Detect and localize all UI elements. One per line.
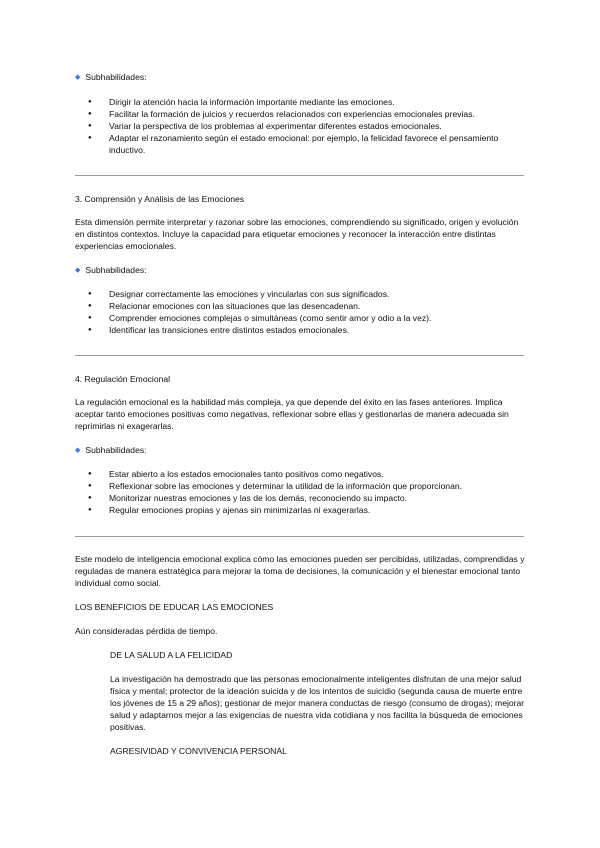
- section-title: 4. Regulación Emocional: [75, 374, 171, 384]
- list-item: ● Estar abierto a los estados emocionales tanto positivos como negativos.: [88, 468, 528, 480]
- subskills-heading: ◆ Subhabilidades:: [75, 445, 147, 455]
- list-item: ● Variar la perspectiva de los problemas al experimentar diferentes estados emocionales.: [88, 120, 528, 132]
- subskills-heading: ◆ Subhabilidades:: [75, 72, 147, 82]
- section-body: La regulación emocional es la habilidad más compleja, ya que depende del éxito en las fases anteriores. Implica aceptar tanto emociones positivas como negativas, reflexionar sobre ellas y gestionarlas de manera adecuada sin reprimirlas ni exagerarlas.: [75, 397, 509, 431]
- list-item: ● Reflexionar sobre las emociones y determinar la utilidad de la información que proporcionan.: [88, 480, 528, 492]
- list-item: ● Dirigir la atención hacia la información importante mediante las emociones.: [88, 96, 528, 108]
- diamond-bullet-icon: ◆: [75, 267, 81, 274]
- list-item: ● Identificar las transiciones entre distintos estados emocionales.: [88, 324, 528, 336]
- diamond-bullet-icon: ◆: [75, 74, 81, 81]
- divider: [75, 355, 524, 356]
- health-paragraph: La investigación ha demostrado que las personas emocionalmente inteligentes disfrutan de una mejor salud física y mental; protector de la ideación suicida y de los intentos de suicidio (segunda causa de muerte entre los jóvenes de 15 a 29 años); gestionar de mejor manera conductas de riesgo (consumo de drogas); mejorar salud y adaptarnos mejor a las exigencias de nuestra vida cotidiana y nos facilita la búsqueda de emociones positivas.: [110, 674, 525, 732]
- divider: [75, 536, 524, 537]
- diamond-bullet-icon: ◆: [75, 447, 81, 454]
- list-item: ● Designar correctamente las emociones y vincularlas con sus significados.: [88, 288, 528, 300]
- section-title: 3. Comprensión y Análisis de las Emociones: [75, 194, 245, 204]
- subskills-list: [88, 96, 528, 156]
- list-item: ● Monitorizar nuestras emociones y las de los demás, reconociendo su impacto.: [88, 492, 528, 504]
- list-item: ● Relacionar emociones con las situaciones que las desencadenan.: [88, 300, 528, 312]
- benefits-intro: Aún consideradas pérdida de tiempo.: [75, 626, 218, 636]
- list-item: ● Facilitar la formación de juicios y recuerdos relacionados con experiencias emocionales previas.: [88, 108, 528, 120]
- aggression-heading: AGRESIVIDAD Y CONVIVENCIA PERSONAL: [110, 746, 287, 756]
- section-body: Esta dimensión permite interpretar y razonar sobre las emociones, comprendiendo su significado, origen y evolución en distintos contextos. Incluye la capacidad para etiquetar emociones y reconocer la interacción entre distintas experiencias emocionales.: [75, 217, 519, 251]
- subskills-list: [88, 288, 528, 336]
- subskills-list: [88, 468, 528, 516]
- list-item: ● Comprender emociones complejas o simultáneas (como sentir amor y odio a la vez).: [88, 312, 528, 324]
- divider: [75, 175, 524, 176]
- health-heading: DE LA SALUD A LA FELICIDAD: [110, 650, 233, 660]
- summary-paragraph: Este modelo de inteligencia emocional explica cómo las emociones pueden ser percibidas, utilizadas, comprendidas y reguladas de manera estratégica para mejorar la toma de decisiones, la comunicación y el bienestar emocional tanto individual como social.: [75, 554, 525, 588]
- benefits-heading: LOS BENEFICIOS DE EDUCAR LAS EMOCIONES: [75, 602, 274, 612]
- list-item: ● Regular emociones propias y ajenas sin minimizarlas ni exagerarlas.: [88, 504, 528, 516]
- list-item: ● Adaptar el razonamiento según el estado emocional: por ejemplo, la felicidad favorece el pensamiento inductivo.: [88, 132, 528, 156]
- subskills-heading: ◆ Subhabilidades:: [75, 265, 147, 275]
